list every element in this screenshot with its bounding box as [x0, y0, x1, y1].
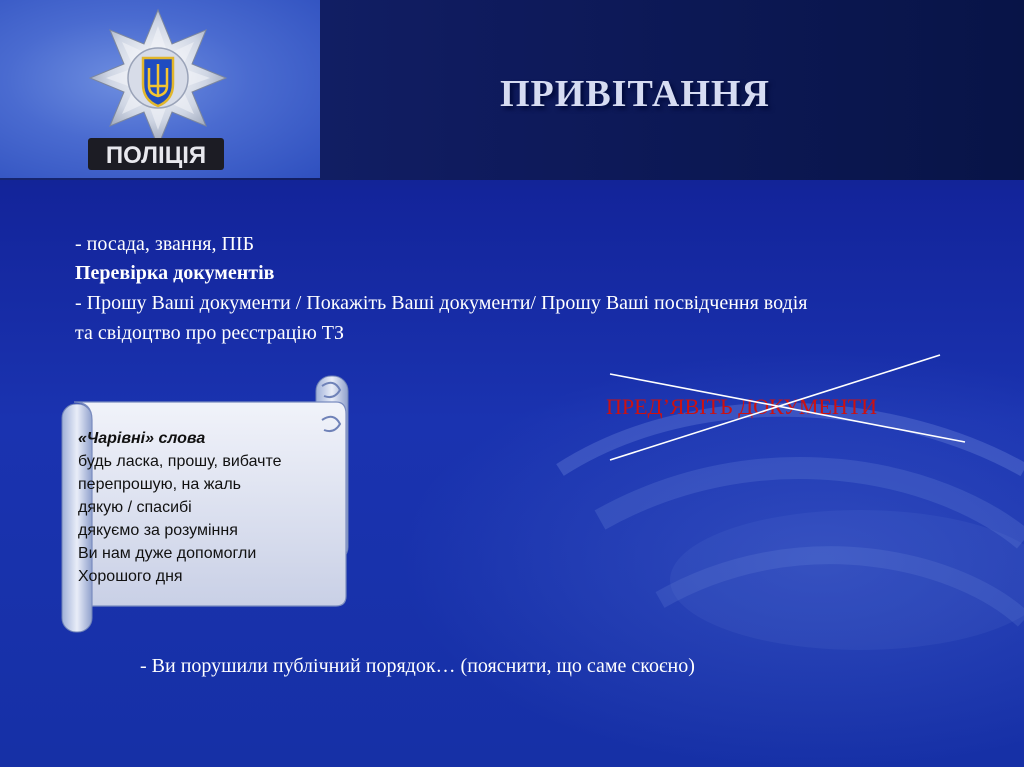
scroll-heading: «Чарівні» слова [78, 430, 206, 447]
police-logo-text: ПОЛІЦІЯ [105, 142, 207, 169]
scroll-item: Хорошого дня [78, 568, 183, 585]
crossed-out-phrase: ПРЕД’ЯВІТЬ ДОКУМЕНТИ [606, 394, 878, 419]
intro-line: - посада, звання, ПІБ [75, 233, 255, 255]
request-line-1: - Прошу Ваші документи / Покажіть Ваші документи/ Прошу Ваші посвідчення водія [75, 292, 808, 314]
request-line-2: та свідоцтво про реєстрацію ТЗ [75, 322, 345, 344]
scroll-item: Ви нам дуже допомогли [78, 545, 257, 562]
slide-title: ПРИВІТАННЯ [500, 73, 770, 115]
scroll-content [78, 427, 340, 588]
bottom-line: - Ви порушили публічний порядок… (пояснити, що саме скоєно) [140, 655, 695, 677]
scroll-item: перепрошую, на жаль [78, 476, 241, 493]
section-heading: Перевірка документів [75, 262, 275, 284]
scroll-item: будь ласка, прошу, вибачте [78, 453, 282, 470]
scroll-item: дякуємо за розуміння [78, 522, 238, 539]
scroll-item: дякую / спасибі [78, 499, 192, 516]
